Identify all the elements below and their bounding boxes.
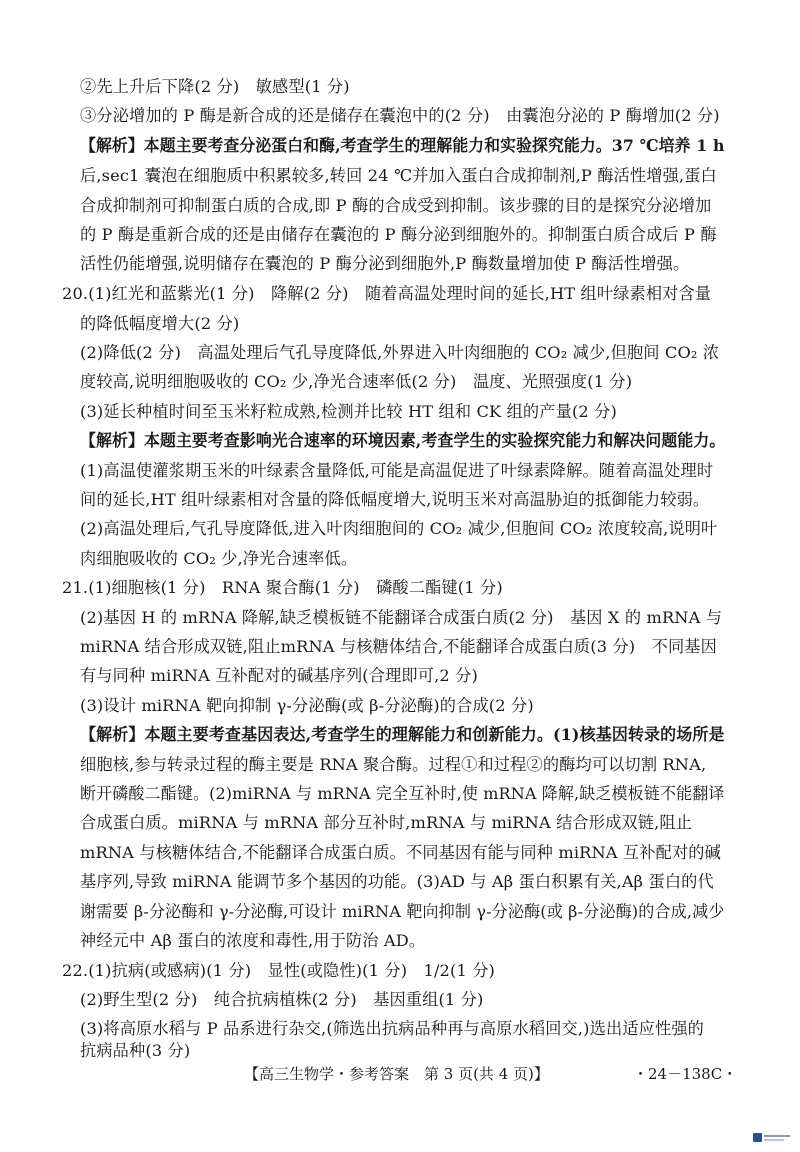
analysis-19-line-4: 的 P 酶是重新合成的还是由储存在囊泡的 P 酶分泌到细胞外的。抑制蛋白质合成后 P 酶 [80,225,717,244]
page-footer-code: ・24－138C・ [633,1065,738,1083]
watermark-logo-icon [753,1133,762,1142]
analysis-19-line-5: 活性仍能增强,说明储存在囊泡的 P 酶分泌到细胞外,P 酶数量增加使 P 酶活性增强。 [80,254,690,273]
analysis-20-line-5: 肉细胞吸收的 CO₂ 少,净光合速率低。 [80,549,358,568]
analysis-20-line-1: 【解析】本题主要考查影响光合速率的环境因素,考查学生的实验探究能力和解决问题能力。 [80,431,726,450]
analysis-21-line-4: 合成蛋白质。miRNA 与 mRNA 部分互补时,mRNA 与 miRNA 结合形成双链,阻止 [80,813,693,832]
analysis-19-line-2: 后,sec1 囊泡在细胞质中积累较多,转回 24 ℃并加入蛋白合成抑制剂,P 酶活性增强,蛋白 [80,166,717,185]
question-21-line-1: 21.(1)细胞核(1 分) RNA 聚合酶(1 分) 磷酸二酯键(1 分) [62,578,503,597]
question-22-line-1: 22.(1)抗病(或感病)(1 分) 显性(或隐性)(1 分) 1/2(1 分) [62,961,496,980]
question-20-line-4: 度较高,说明细胞吸收的 CO₂ 少,净光合速率低(2 分) 温度、光照强度(1 分) [80,372,633,391]
analysis-21-line-2: 细胞核,参与转录过程的酶主要是 RNA 聚合酶。过程①和过程②的酶均可以切割 RNA, [80,755,707,774]
page-footer-title: 【高三生物学・参考答案 第 3 页(共 4 页)】 [244,1065,549,1083]
question-21-line-4: 有与同种 miRNA 互补配对的碱基序列(合理即可,2 分) [80,666,478,685]
analysis-21-line-6: 基序列,导致 miRNA 能调节多个基因的功能。(3)AD 与 Aβ 蛋白积累有关,Aβ 蛋白的代 [80,872,714,891]
analysis-19-line-3: 合成抑制剂可抑制蛋白质的合成,即 P 酶的合成受到抑制。该步骤的目的是探究分泌增加 [80,196,712,215]
watermark-logo [753,1132,791,1143]
question-21-line-2: (2)基因 H 的 mRNA 降解,缺乏模板链不能翻译合成蛋白质(2 分) 基因 X 的 mRNA 与 [80,608,723,627]
question-20-line-5: (3)延长种植时间至玉米籽粒成熟,检测并比较 HT 组和 CK 组的产量(2 分) [80,402,617,421]
analysis-21-line-1: 【解析】本题主要考查基因表达,考查学生的理解能力和创新能力。(1)核基因转录的场所是 [80,725,725,744]
answer-19-2-line: ②先上升后下降(2 分) 敏感型(1 分) [80,77,350,96]
question-20-line-2: 的降低幅度增大(2 分) [80,314,240,333]
question-22-line-2: (2)野生型(2 分) 纯合抗病植株(2 分) 基因重组(1 分) [80,990,484,1009]
question-22-line-4: 抗病品种(3 分) [80,1041,191,1060]
analysis-20-line-2: (1)高温使灌浆期玉米的叶绿素含量降低,可能是高温促进了叶绿素降解。随着高温处理时 [80,461,714,480]
analysis-21-line-3: 断开磷酸二酯键。(2)miRNA 与 mRNA 完全互补时,使 mRNA 降解,缺乏模板链不能翻译 [80,784,725,803]
analysis-21-line-5: mRNA 与核糖体结合,不能翻译合成蛋白质。不同基因有能与同种 miRNA 互补配对的碱 [80,843,721,862]
question-21-line-5: (3)设计 miRNA 靶向抑制 γ-分泌酶(或 β-分泌酶)的合成(2 分) [80,696,534,715]
analysis-20-line-4: (2)高温处理后,气孔导度降低,进入叶肉细胞间的 CO₂ 减少,但胞间 CO₂ 浓度较高,说明叶 [80,519,718,538]
analysis-21-line-7: 谢需要 β-分泌酶和 γ-分泌酶,可设计 miRNA 靶向抑制 γ-分泌酶(或 β-分泌酶)的合成,减少 [80,902,725,921]
question-22-line-3: (3)将高原水稻与 P 品系进行杂交,(筛选出抗病品种再与高原水稻回交,)选出适应性强的 [80,1019,705,1038]
question-20-line-3: (2)降低(2 分) 高温处理后气孔导度降低,外界进入叶肉细胞的 CO₂ 减少,但胞间 CO₂ 浓 [80,343,720,362]
watermark-logo-text [764,1135,790,1141]
analysis-19-line-1: 【解析】本题主要考查分泌蛋白和酶,考查学生的理解能力和实验探究能力。37 ℃培养 1 h [80,136,725,155]
question-21-line-3: miRNA 结合形成双链,阻止mRNA 与核糖体结合,不能翻译合成蛋白质(3 分) 不同基因 [80,637,717,656]
question-20-line-1: 20.(1)红光和蓝紫光(1 分) 降解(2 分) 随着高温处理时间的延长,HT 组叶绿素相对含量 [62,284,712,303]
analysis-21-line-8: 神经元中 Aβ 蛋白的浓度和毒性,用于防治 AD。 [80,931,426,950]
answer-19-3-line: ③分泌增加的 P 酶是新合成的还是储存在囊泡中的(2 分) 由囊泡分泌的 P 酶增加(2 分) [80,106,720,125]
analysis-20-line-3: 间的延长,HT 组叶绿素相对含量的降低幅度增大,说明玉米对高温胁迫的抵御能力较弱。 [80,490,710,509]
